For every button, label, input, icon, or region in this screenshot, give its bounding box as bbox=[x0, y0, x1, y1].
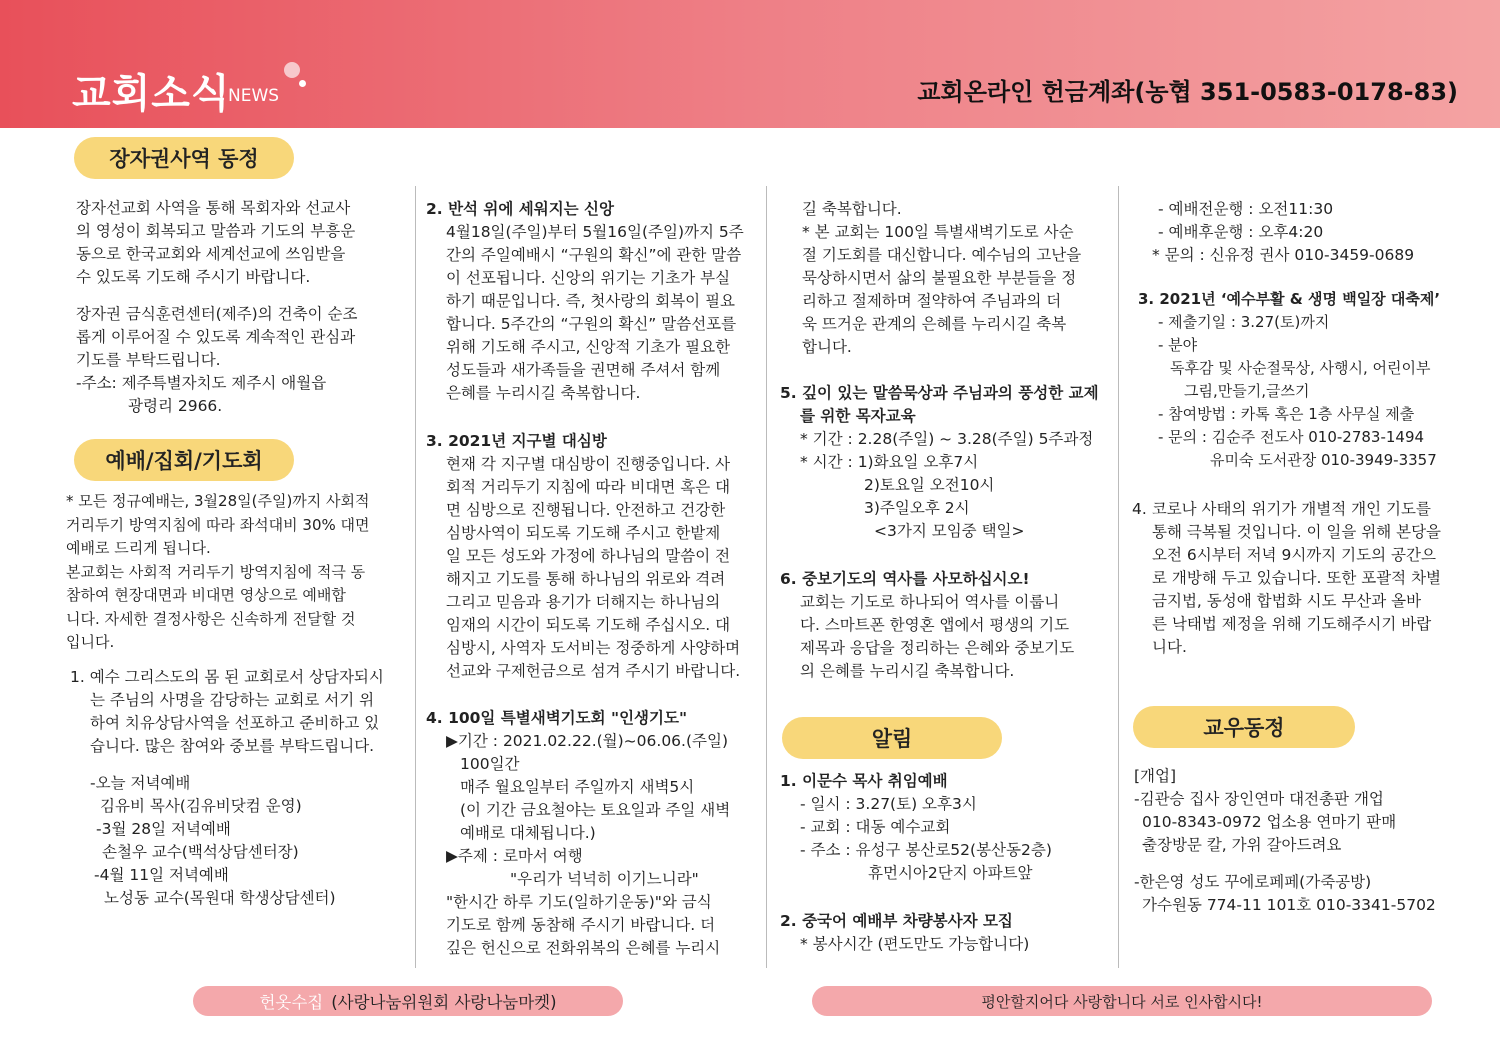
text-line: 4. 코로나 사태의 위기가 개별적 개인 기도를 bbox=[1132, 500, 1431, 518]
text-line: 은혜를 누리시길 축복합니다. bbox=[446, 384, 641, 402]
col1-jangja-text bbox=[76, 197, 406, 418]
text-line: 참하여 현장대면과 비대면 영상으로 예배합 bbox=[66, 586, 346, 604]
text-line: 습니다. 많은 참여와 중보를 부탁드립니다. bbox=[90, 737, 375, 755]
text-line: <3가지 모임중 택일> bbox=[874, 522, 1025, 540]
text-line: "우리가 넉넉히 이기느니라" bbox=[510, 870, 699, 888]
text-line: 입니다. bbox=[66, 633, 115, 651]
offering-account: 교회온라인 헌금계좌(농협 351-0583-0178-83) bbox=[917, 78, 1458, 106]
text-line: 면 심방으로 진행됩니다. 안전하고 건강한 bbox=[446, 501, 726, 519]
text-line: (이 기간 금요철야는 토요일과 주일 새벽 bbox=[460, 801, 731, 819]
text-line: 교회는 기도로 하나되어 역사를 이룹니 bbox=[800, 593, 1060, 611]
text-line: * 모든 정규예배는, 3월28일(주일)까지 사회적 bbox=[66, 492, 370, 510]
text-line: 출장방문 칼, 가위 갈아드려요 bbox=[1142, 836, 1342, 854]
text-line: 1. 이문수 목사 취임예배 bbox=[780, 772, 948, 790]
col3-notice2 bbox=[780, 910, 1114, 956]
text-line: 선교와 구제헌금으로 섬겨 주시기 바랍니다. bbox=[446, 662, 741, 680]
page-subtitle: NEWS bbox=[228, 86, 280, 106]
text-line: 1. 예수 그리스도의 몸 된 교회로서 상담자되시 bbox=[70, 668, 384, 686]
header-banner bbox=[0, 0, 1500, 128]
footer-greeting: 평안할지어다 사랑합니다 서로 인사합시다! bbox=[812, 986, 1432, 1016]
decor-dot-small-icon bbox=[299, 80, 306, 87]
text-line: 욱 뜨거운 관계의 은혜를 누리시길 축복 bbox=[802, 315, 1067, 333]
col2-item4 bbox=[426, 707, 760, 960]
text-line: 합니다. bbox=[802, 338, 852, 356]
text-line: 기도를 부탁드립니다. bbox=[76, 351, 221, 369]
text-line: -3월 28일 저녁예배 bbox=[96, 820, 231, 838]
text-line: 기도로 함께 동참해 주시기 바랍니다. 더 bbox=[446, 916, 716, 934]
text-line: 하기 때문입니다. 즉, 첫사랑의 회복이 필요 bbox=[446, 292, 736, 310]
text-line: 길 축복합니다. bbox=[802, 200, 902, 218]
text-line: 를 위한 목자교육 bbox=[800, 407, 916, 425]
text-line: 가수원동 774-11 101호 010-3341-5702 bbox=[1142, 896, 1436, 914]
text-line: 유미숙 도서관장 010-3949-3357 bbox=[1210, 451, 1437, 469]
text-line: 심방사역이 되도록 기도해 주시고 한밭제 bbox=[446, 524, 721, 542]
text-line: 동으로 한국교회와 세계선교에 쓰임받을 bbox=[76, 245, 346, 263]
text-line: * 시간 : 1)화요일 오후7시 bbox=[800, 453, 979, 471]
text-line: 의 은혜를 누리시길 축복합니다. bbox=[800, 662, 1015, 680]
text-line: 독후감 및 사순절묵상, 사행시, 어린이부 bbox=[1170, 359, 1431, 377]
col3-item5 bbox=[780, 382, 1114, 543]
text-line: 해지고 기도를 통해 하나님의 위로와 격려 bbox=[446, 570, 726, 588]
text-line: 예배로 대체됩니다.) bbox=[460, 824, 596, 842]
text-line: 리하고 절제하며 절약하여 주님과의 더 bbox=[802, 292, 1062, 310]
text-line: - 분야 bbox=[1158, 336, 1198, 354]
text-line: 일 모든 성도와 가정에 하나님의 말씀이 전 bbox=[446, 547, 731, 565]
page-title: 교회소식 bbox=[72, 71, 231, 117]
text-line: 제목과 응답을 정리하는 은혜와 중보기도 bbox=[800, 639, 1075, 657]
text-line: 장자권 금식훈련센터(제주)의 건축이 순조 bbox=[76, 305, 358, 323]
text-line: - 주소 : 유성구 봉산로52(봉산동2층) bbox=[800, 841, 1052, 859]
text-line: 롭게 이루어질 수 있도록 계속적인 관심과 bbox=[76, 328, 356, 346]
text-line: ▶주제 : 로마서 여행 bbox=[446, 847, 583, 865]
text-line: 이 선포됩니다. 신앙의 위기는 기초가 부실 bbox=[446, 269, 731, 287]
text-line: 2. 반석 위에 세워지는 신앙 bbox=[426, 200, 614, 218]
text-line: 광령리 2966. bbox=[128, 397, 223, 415]
section-notice: 알림 bbox=[782, 717, 1002, 759]
text-line: 예배로 드리게 됩니다. bbox=[66, 539, 211, 557]
text-line: 다. 스마트폰 한영혼 앱에서 평생의 기도 bbox=[800, 616, 1070, 634]
text-line: 심방시, 사역자 도서비는 정중하게 사양하며 bbox=[446, 639, 741, 657]
text-line: 니다. 자세한 결정사항은 신속하게 전달할 것 bbox=[66, 609, 356, 628]
text-line: 로 개방해 두고 있습니다. 또한 포괄적 차별 bbox=[1152, 569, 1442, 587]
col3-item6 bbox=[780, 568, 1114, 683]
text-line: 4월18일(주일)부터 5월16일(주일)까지 5주 bbox=[446, 223, 744, 241]
text-line: 손철우 교수(백석상담센터장) bbox=[102, 843, 299, 861]
text-line: * 기간 : 2.28(주일) ~ 3.28(주일) 5주과정 bbox=[800, 430, 1094, 448]
col4-top bbox=[1138, 198, 1478, 267]
text-line: 통해 극복될 것입니다. 이 일을 위해 본당을 bbox=[1152, 523, 1442, 541]
text-line: 현재 각 지구별 대심방이 진행중입니다. 사 bbox=[446, 455, 731, 473]
text-line: 장자선교회 사역을 통해 목회자와 선교사 bbox=[76, 199, 351, 217]
text-line: -오늘 저녁예배 bbox=[90, 774, 191, 792]
text-line: - 문의 : 김순주 전도사 010-2783-1494 bbox=[1158, 428, 1425, 446]
text-line: 성도들과 새가족들을 권면해 주셔서 함께 bbox=[446, 361, 721, 379]
text-line: -주소: 제주특별자치도 제주시 애월읍 bbox=[76, 374, 327, 392]
text-line: 수 있도록 기도해 주시기 바랍니다. bbox=[76, 268, 311, 286]
col2-item3 bbox=[426, 430, 760, 683]
text-line: 5. 깊이 있는 말씀묵상과 주님과의 풍성한 교제 bbox=[780, 384, 1099, 402]
text-line: * 문의 : 신유정 권사 010-3459-0689 bbox=[1152, 246, 1415, 264]
col4-opening bbox=[1134, 765, 1480, 917]
col3-notice1 bbox=[780, 770, 1114, 885]
text-line: * 본 교회는 100일 특별새벽기도로 사순 bbox=[802, 223, 1074, 241]
text-line: 는 주님의 사명을 감당하는 교회로 서기 위 bbox=[90, 691, 375, 709]
col1-item1 bbox=[70, 666, 410, 910]
text-line: - 예배전운행 : 오전11:30 bbox=[1158, 200, 1334, 218]
text-line: - 교회 : 대동 예수교회 bbox=[800, 818, 951, 836]
text-line: 100일간 bbox=[460, 755, 520, 773]
text-line: - 참여방법 : 카톡 혹은 1층 사무실 제출 bbox=[1158, 405, 1415, 423]
text-line: 회적 거리두기 지침에 따라 비대면 혹은 대 bbox=[446, 478, 731, 496]
col1-worship-text bbox=[66, 490, 411, 655]
text-line: 010-8343-0972 업소용 연마기 판매 bbox=[1142, 813, 1397, 831]
text-line: 3)주일오후 2시 bbox=[864, 499, 970, 517]
text-line: -김관승 집사 장인연마 대전총판 개업 bbox=[1134, 790, 1384, 808]
col4-item3 bbox=[1138, 288, 1478, 472]
text-line: 절 기도회를 대신합니다. 예수님의 고난을 bbox=[802, 246, 1082, 264]
text-line: 매주 월요일부터 주일까지 새벽5시 bbox=[460, 778, 695, 796]
decor-dot-icon bbox=[284, 62, 300, 78]
text-line: * 봉사시간 (편도만도 가능합니다) bbox=[800, 935, 1030, 953]
text-line: 3. 2021년 ‘예수부활 & 생명 백일장 대축제’ bbox=[1138, 290, 1441, 308]
text-line: 간의 주일예배시 “구원의 확신”에 관한 말씀 bbox=[446, 246, 742, 264]
text-line: 그림,만들기,글쓰기 bbox=[1184, 382, 1310, 400]
text-line: 4. 100일 특별새벽기도회 "인생기도" bbox=[426, 709, 688, 727]
text-line: - 예배후운행 : 오후4:20 bbox=[1158, 223, 1324, 241]
text-line: 2)토요일 오전10시 bbox=[864, 476, 995, 494]
text-line: 위해 기도해 주시고, 신앙적 기초가 필요한 bbox=[446, 338, 731, 356]
text-line: 본교회는 사회적 거리두기 방역지침에 적극 동 bbox=[66, 562, 366, 581]
text-line: 그리고 믿음과 용기가 더해지는 하나님의 bbox=[446, 593, 721, 611]
column-divider bbox=[1118, 186, 1119, 968]
column-divider bbox=[415, 186, 416, 968]
text-line: 2. 중국어 예배부 차량봉사자 모집 bbox=[780, 912, 1013, 930]
col2-item2 bbox=[426, 198, 760, 405]
text-line: 휴먼시아2단지 아파트앞 bbox=[868, 864, 1033, 882]
text-line: ▶기간 : 2021.02.22.(월)~06.06.(주일) bbox=[446, 732, 729, 750]
text-line: 묵상하시면서 삶의 불필요한 부분들을 정 bbox=[802, 269, 1077, 287]
text-line: 거리두기 방역지침에 따라 좌석대비 30% 대면 bbox=[66, 515, 370, 534]
section-members: 교우동정 bbox=[1133, 706, 1355, 748]
text-line: -4월 11일 저녁예배 bbox=[94, 866, 229, 884]
text-line: [개업] bbox=[1134, 767, 1177, 785]
text-line: 6. 중보기도의 역사를 사모하십시오! bbox=[780, 570, 1030, 588]
text-line: 른 낙태법 제정을 위해 기도해주시기 바랍 bbox=[1152, 615, 1432, 633]
text-line: 깊은 헌신으로 전화위복의 은혜를 누리시 bbox=[446, 939, 721, 957]
text-line: 임재의 시간이 되도록 기도해 주십시오. 대 bbox=[446, 616, 731, 634]
text-line: "한시간 하루 기도(일하기운동)"와 금식 bbox=[446, 893, 712, 911]
section-worship: 예배/집회/기도회 bbox=[74, 439, 294, 481]
text-line: 노성동 교수(목원대 학생상담센터) bbox=[104, 889, 336, 907]
column-divider bbox=[766, 186, 767, 968]
text-line: - 일시 : 3.27(토) 오후3시 bbox=[800, 795, 977, 813]
col4-item4 bbox=[1132, 498, 1478, 659]
text-line: 3. 2021년 지구별 대심방 bbox=[426, 432, 607, 450]
text-line: 의 영성이 회복되고 말씀과 기도의 부흥운 bbox=[76, 222, 356, 240]
text-line: 니다. bbox=[1152, 638, 1187, 656]
text-line: 금지법, 동성애 합법화 시도 무산과 올바 bbox=[1152, 592, 1422, 610]
text-line: 김유비 목사(김유비닷컴 운영) bbox=[100, 797, 302, 815]
section-jangja: 장자권사역 동정 bbox=[74, 137, 294, 179]
footer-clothes-collection: 헌옷수집 (사랑나눔위원회 사랑나눔마켓) bbox=[193, 986, 623, 1016]
text-line: - 제출기일 : 3.27(토)까지 bbox=[1158, 313, 1330, 331]
text-line: 하여 치유상담사역을 선포하고 준비하고 있 bbox=[90, 714, 380, 732]
text-line: 오전 6시부터 저녁 9시까지 기도의 공간으 bbox=[1152, 546, 1436, 564]
text-line: 합니다. 5주간의 “구원의 확신” 말씀선포를 bbox=[446, 315, 737, 333]
text-line: -한은영 성도 꾸에로페페(가죽공방) bbox=[1134, 873, 1372, 891]
col3-continued bbox=[782, 198, 1112, 359]
